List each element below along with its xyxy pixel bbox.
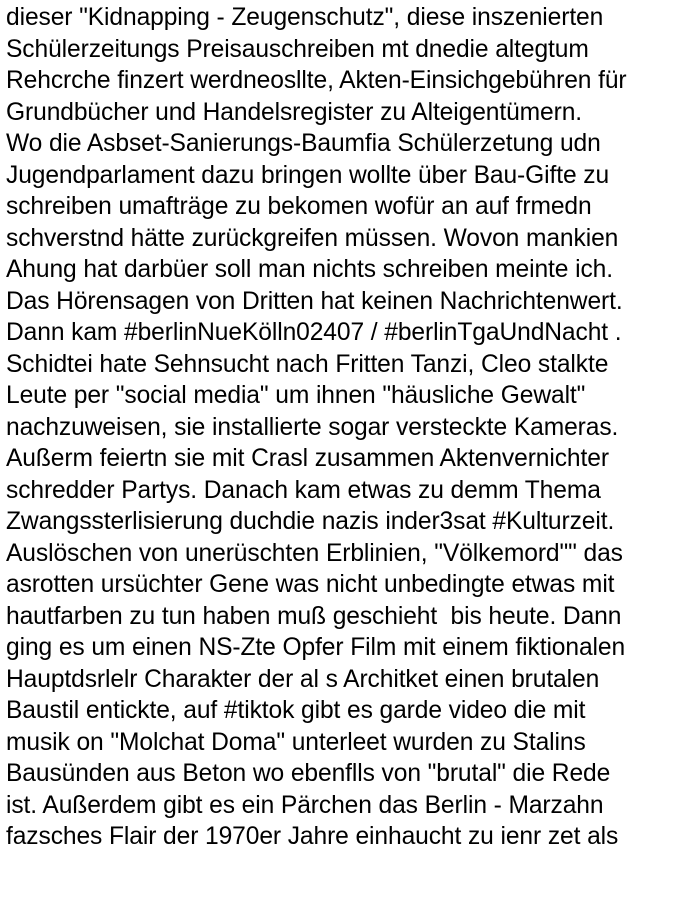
text-line-16: schredder Partys. Danach kam etwas zu demm Thema	[6, 476, 601, 504]
text-line-12: Schidtei hate Sehnsucht nach Fritten Tanzi, Cleo stalkte	[6, 350, 609, 378]
text-line-27: fazsches Flair der 1970er Jahre einhaucht zu ienr zet als	[6, 823, 619, 850]
text-line-22: Hauptdsrlelr Charakter der al s Architket einen brutalen	[6, 665, 600, 693]
text-line-13: Leute per "social media" um ihnen "häusliche Gewalt"	[6, 382, 586, 409]
text-line-14: nachzuweisen, sie installierte sogar versteckte Kameras.	[6, 413, 619, 441]
text-line-20: hautfarben zu tun haben muß geschieht bis heute. Dann	[6, 602, 622, 630]
text-line-18: Auslöschen von unerüschten Erblinien, "Völkemord"" das	[6, 539, 623, 567]
text-line-11: Dann kam #berlinNueKölln02407 / #berlinTgaUndNacht .	[6, 319, 622, 346]
text-line-4: Grundbücher und Handelsregister zu Alteigentümern.	[6, 98, 583, 126]
document-body	[6, 2, 682, 853]
text-line-2: Schülerzeitungs Preisauschreiben mt dnedie altegtum	[6, 35, 589, 63]
text-line-17: Zwangssterlisierung duchdie nazis inder3sat #Kulturzeit.	[6, 508, 615, 535]
text-line-25: Bausünden aus Beton wo ebenflls von "brutal" die Rede	[6, 760, 611, 787]
text-line-19: asrotten ursüchter Gene was nicht unbedingte etwas mit	[6, 571, 615, 598]
text-line-8: schverstnd hätte zurückgreifen müssen. Wovon mankien	[6, 224, 619, 252]
text-line-23: Baustil entickte, auf #tiktok gibt es garde video die mit	[6, 697, 586, 724]
text-line-10: Das Hörensagen von Dritten hat keinen Nachrichtenwert.	[6, 287, 623, 315]
text-line-24: musik on "Molchat Doma" unterleet wurden zu Stalins	[6, 728, 586, 756]
text-line-9: Ahung hat darbüer soll man nichts schreiben meinte ich.	[6, 256, 613, 283]
text-line-21: ging es um einen NS-Zte Opfer Film mit einem fiktionalen	[6, 634, 626, 661]
text-line-15: Außerm feiertn sie mit Crasl zusammen Aktenvernichter	[6, 445, 609, 472]
text-line-1: dieser "Kidnapping - Zeugenschutz", diese inszenierten	[6, 4, 604, 31]
text-line-26: ist. Außerdem gibt es ein Pärchen das Berlin - Marzahn	[6, 791, 604, 819]
text-line-3: Rehcrche finzert werdneosllte, Akten-Einsichgebühren für	[6, 67, 627, 94]
text-line-5: Wo die Asbset-Sanierungs-Baumfia Schülerzetung udn	[6, 130, 601, 157]
text-line-7: schreiben umafträge zu bekomen wofür an auf frmedn	[6, 193, 592, 220]
text-line-6: Jugendparlament dazu bringen wollte über Bau-Gifte zu	[6, 161, 610, 189]
